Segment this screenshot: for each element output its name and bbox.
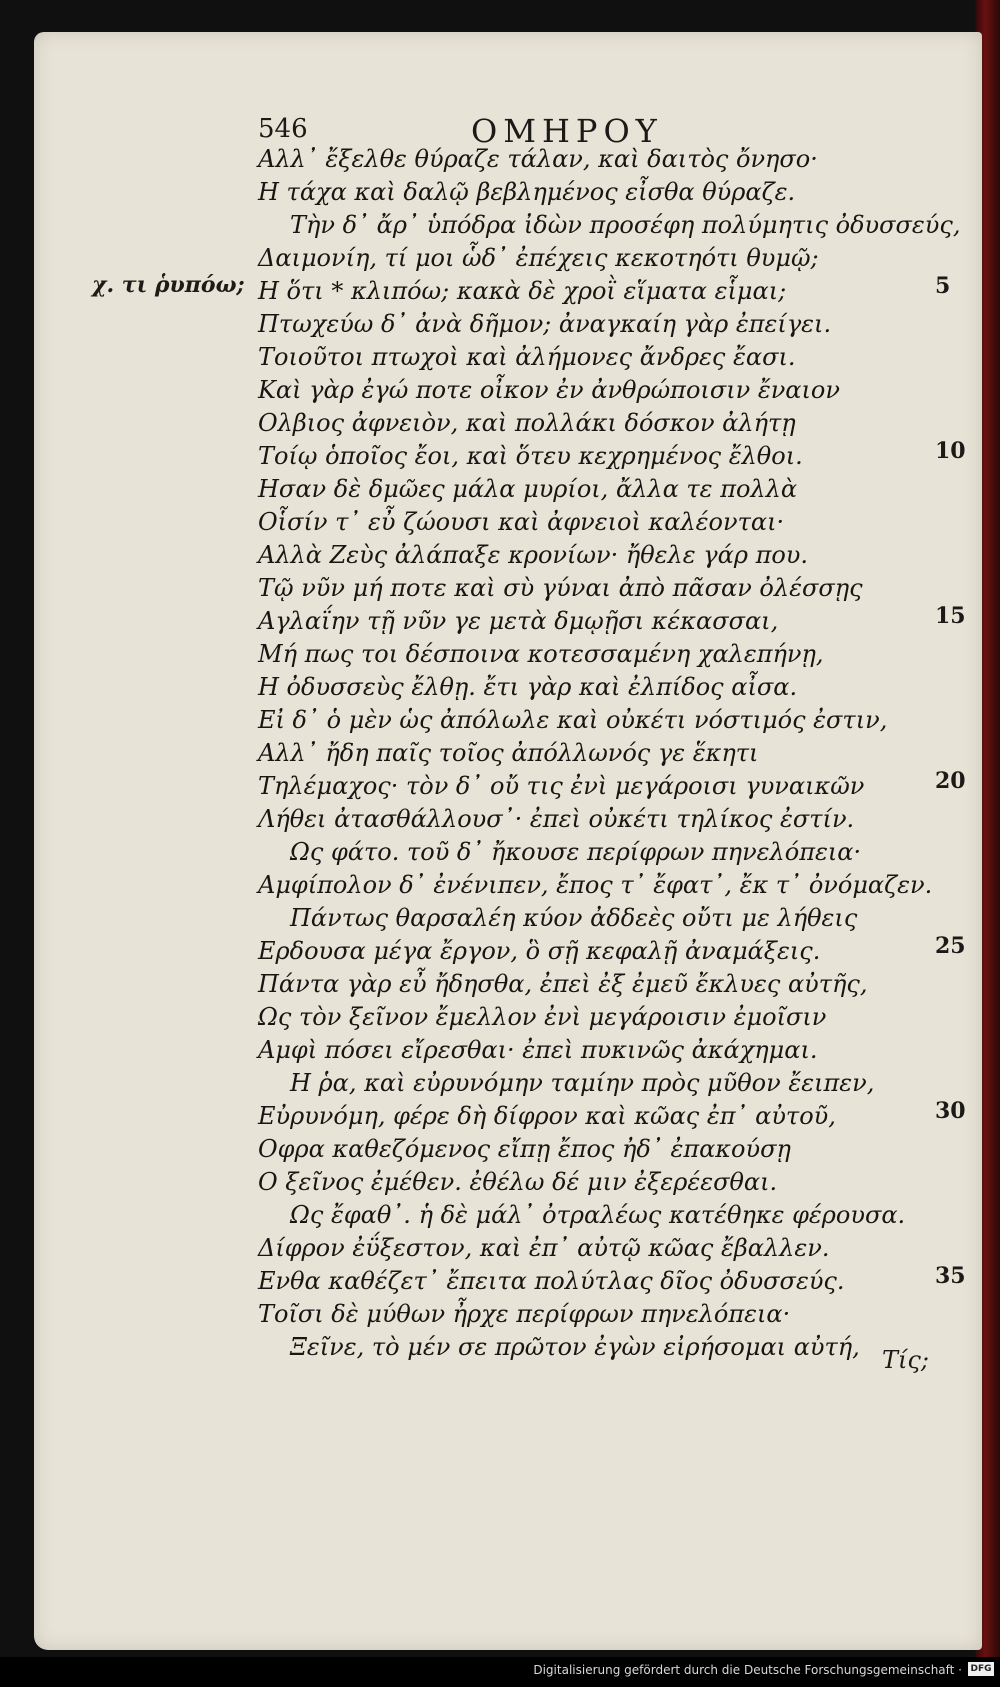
line-number: 5: [935, 273, 951, 299]
verse-line: Ολβιος ἀφνειὸν, καὶ πολλάκι δόσκον ἀλήτῃ: [258, 409, 796, 437]
verse-line: Ως τὸν ξεῖνον ἔμελλον ἐνὶ μεγάροισιν ἐμοῖσιν: [258, 1003, 827, 1031]
dfg-logo: DFG: [968, 1662, 994, 1676]
verse-line: Η ὅτι * κλιπόω; κακὰ δὲ χροῒ εἵματα εἷμαι;: [258, 277, 787, 305]
verse-line: Αμφὶ πόσει εἴρεσθαι· ἐπεὶ πυκινῶς ἀκάχημαι.: [258, 1036, 818, 1064]
verse-line: Οἷσίν τ᾽ εὖ ζώουσι καὶ ἀφνειοὶ καλέονται·: [258, 508, 785, 536]
verse-line: Εἰ δ᾽ ὁ μὲν ὡς ἀπόλωλε καὶ οὐκέτι νόστιμός ἐστιν,: [258, 706, 888, 734]
verse-line: Ησαν δὲ δμῶες μάλα μυρίοι, ἄλλα τε πολλὰ: [258, 475, 798, 503]
margin-note: χ. τι ῥυπόω;: [92, 272, 245, 298]
verse-line: Τοιοῦτοι πτωχοὶ καὶ ἀλήμονες ἄνδρες ἔασι.: [258, 343, 796, 371]
verse-line: Αγλαΐην τῇ νῦν γε μετὰ δμῳῇσι κέκασσαι,: [258, 607, 779, 635]
verse-line: Αμφίπολον δ᾽ ἐνένιπεν, ἔπος τ᾽ ἔφατ᾽, ἔκ τ᾽ ὀνόμαζεν.: [258, 871, 933, 899]
catchword: Τίς;: [882, 1346, 929, 1374]
verse-line: Εὐρυνόμη, φέρε δὴ δίφρον καὶ κῶας ἐπ᾽ αὐτοῦ,: [258, 1102, 836, 1130]
verse-line: Δαιμονίη, τί μοι ὧδ᾽ ἐπέχεις κεκοτηότι θυμῷ;: [258, 244, 819, 272]
verse-line: Αλλ᾽ ἔξελθε θύραζε τάλαν, καὶ δαιτὸς ὄνησο·: [258, 145, 818, 173]
verse-line: Πάντως θαρσαλέη κύον ἀδδεὲς οὔτι με λήθεις: [290, 904, 858, 932]
verse-line: Τὴν δ᾽ ἄρ᾽ ὑπόδρα ἰδὼν προσέφη πολύμητις ὀδυσσεύς,: [290, 211, 961, 239]
verse-line: Ο ξεῖνος ἐμέθεν. ἐθέλω δέ μιν ἐξερέεσθαι.: [258, 1168, 778, 1196]
verse-line: Ως φάτο. τοῦ δ᾽ ἤκουσε περίφρων πηνελόπεια·: [290, 838, 862, 866]
line-number: 30: [935, 1098, 966, 1124]
verse-line: Καὶ γὰρ ἐγώ ποτε οἶκον ἐν ἀνθρώποισιν ἔναιον: [258, 376, 840, 404]
verse-line: Ως ἔφαθ᾽. ἡ δὲ μάλ᾽ ὀτραλέως κατέθηκε φέρουσα.: [290, 1201, 906, 1229]
verse-line: Πάντα γὰρ εὖ ἤδησθα, ἐπεὶ ἐξ ἐμεῦ ἔκλυες αὐτῆς,: [258, 970, 868, 998]
verse-line: Ξεῖνε, τὸ μέν σε πρῶτον ἐγὼν εἰρήσομαι αὐτή,: [290, 1333, 860, 1361]
verse-line: Πτωχεύω δ᾽ ἀνὰ δῆμον; ἀναγκαίη γὰρ ἐπείγει.: [258, 310, 832, 338]
running-title: ΟΜΗΡΟΥ: [471, 112, 663, 150]
verse-block: [258, 143, 961, 1364]
verse-line: Τοίῳ ὁποῖος ἔοι, καὶ ὅτευ κεχρημένος ἔλθοι.: [258, 442, 803, 470]
verse-line: Τῷ νῦν μή ποτε καὶ σὺ γύναι ἀπὸ πᾶσαν ὀλέσσῃς: [258, 574, 863, 602]
line-number: 35: [935, 1263, 966, 1289]
footer-bar: [0, 1657, 1000, 1687]
verse-line: Λήθει ἀτασθάλλουσ᾽· ἐπεὶ οὐκέτι τηλίκος ἐστίν.: [258, 805, 855, 833]
verse-line: Οφρα καθεζόμενος εἴπῃ ἔπος ἠδ᾽ ἐπακούσῃ: [258, 1135, 791, 1163]
verse-line: Η τάχα καὶ δαλῷ βεβλημένος εἶσθα θύραζε.: [258, 178, 796, 206]
line-number: 10: [935, 438, 966, 464]
line-number: 20: [935, 768, 966, 794]
verse-line: Η ὀδυσσεὺς ἔλθῃ. ἔτι γὰρ καὶ ἐλπίδος αἶσα.: [258, 673, 798, 701]
verse-line: Τηλέμαχος· τὸν δ᾽ οὔ τις ἐνὶ μεγάροισι γυναικῶν: [258, 772, 865, 800]
verse-line: Αλλὰ Ζεὺς ἀλάπαξε κρονίων· ἤθελε γάρ που.: [258, 541, 809, 569]
verse-line: Μή πως τοι δέσποινα κοτεσσαμένη χαλεπήνῃ,: [258, 640, 824, 668]
verse-line: Ερδουσα μέγα ἔργον, ὃ σῇ κεφαλῇ ἀναμάξεις.: [258, 937, 821, 965]
line-number: 15: [935, 603, 966, 629]
verse-line: Δίφρον ἐΰξεστον, καὶ ἐπ᾽ αὐτῷ κῶας ἔβαλλεν.: [258, 1234, 830, 1262]
line-number: 25: [935, 933, 966, 959]
funding-notice: Digitalisierung gefördert durch die Deutsche Forschungsgemeinschaft ·: [533, 1663, 962, 1677]
verse-line: Τοῖσι δὲ μύθων ἦρχε περίφρων πηνελόπεια·: [258, 1300, 791, 1328]
folio-number: 546: [258, 114, 308, 144]
verse-line: Αλλ᾽ ἤδη παῖς τοῖος ἀπόλλωνός γε ἕκητι: [258, 739, 759, 767]
verse-line: Ενθα καθέζετ᾽ ἔπειτα πολύτλας δῖος ὀδυσσεύς.: [258, 1267, 845, 1295]
verse-line: Η ῥα, καὶ εὐρυνόμην ταμίην πρὸς μῦθον ἔειπεν,: [290, 1069, 875, 1097]
